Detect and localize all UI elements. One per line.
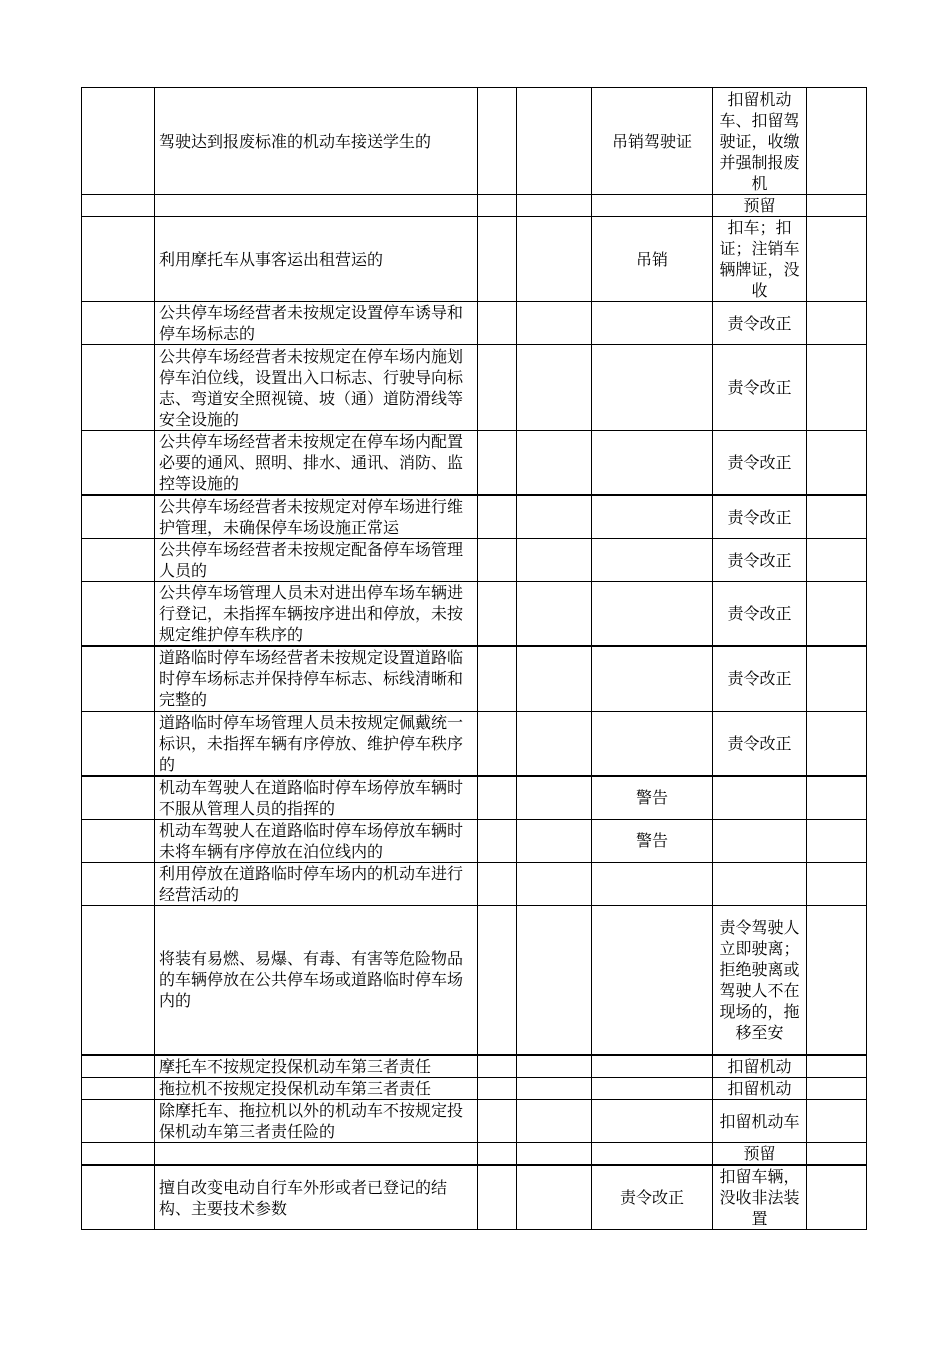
- measure-cell: 责令改正: [713, 431, 807, 496]
- penalty-cell: 警告: [592, 819, 713, 862]
- index-cell: [82, 905, 155, 1055]
- remark-cell: [807, 776, 867, 820]
- blank-cell: [517, 905, 592, 1055]
- table-row: [82, 905, 867, 1055]
- index-cell: [82, 1165, 155, 1230]
- remark-cell: [807, 1143, 867, 1166]
- violation-cell: 驾驶达到报废标准的机动车接送学生的: [155, 88, 478, 195]
- table-row: [82, 711, 867, 776]
- measure-cell: 预留: [713, 1143, 807, 1166]
- index-cell: [82, 1143, 155, 1166]
- blank-cell: [517, 495, 592, 539]
- penalty-cell: [592, 495, 713, 539]
- index-cell: [82, 217, 155, 302]
- measure-cell: 扣留机动车: [713, 1100, 807, 1143]
- index-cell: [82, 582, 155, 647]
- measure-cell: 责令改正: [713, 495, 807, 539]
- blank-cell: [478, 1055, 517, 1078]
- penalty-cell: [592, 862, 713, 905]
- table-row: [82, 1055, 867, 1078]
- violation-cell: 公共停车场经营者未按规定配备停车场管理人员的: [155, 539, 478, 582]
- table-row: [82, 582, 867, 647]
- index-cell: [82, 1078, 155, 1100]
- table-row: [82, 495, 867, 539]
- blank-cell: [478, 217, 517, 302]
- table-row: [82, 345, 867, 431]
- violation-cell: 拖拉机不按规定投保机动车第三者责任: [155, 1078, 478, 1100]
- table-row: [82, 539, 867, 582]
- measure-cell: 责令改正: [713, 345, 807, 431]
- blank-cell: [478, 905, 517, 1055]
- blank-cell: [517, 1165, 592, 1230]
- measure-cell: 责令改正: [713, 539, 807, 582]
- index-cell: [82, 431, 155, 496]
- remark-cell: [807, 862, 867, 905]
- blank-cell: [517, 582, 592, 647]
- penalty-cell: [592, 582, 713, 647]
- blank-cell: [478, 862, 517, 905]
- violation-cell: 道路临时停车场经营者未按规定设置道路临时停车场标志并保持停车标志、标线清晰和完整的: [155, 646, 478, 711]
- penalty-table: [81, 87, 867, 1230]
- penalty-cell: [592, 1143, 713, 1166]
- measure-cell: 扣留车辆，没收非法装置: [713, 1165, 807, 1230]
- penalty-cell: [592, 302, 713, 345]
- blank-cell: [517, 345, 592, 431]
- violation-cell: 公共停车场经营者未按规定在停车场内施划停车泊位线，设置出入口标志、行驶导向标志、弯道安全照视镜、坡（通）道防滑线等安全设施的: [155, 345, 478, 431]
- remark-cell: [807, 195, 867, 217]
- blank-cell: [478, 711, 517, 776]
- measure-cell: 预留: [713, 195, 807, 217]
- remark-cell: [807, 1055, 867, 1078]
- penalty-cell: [592, 711, 713, 776]
- table-row: [82, 862, 867, 905]
- blank-cell: [478, 195, 517, 217]
- blank-cell: [478, 495, 517, 539]
- violation-cell: 公共停车场管理人员未对进出停车场车辆进行登记，未指挥车辆按序进出和停放，未按规定维护停车秩序的: [155, 582, 478, 647]
- blank-cell: [517, 1100, 592, 1143]
- blank-cell: [478, 1100, 517, 1143]
- remark-cell: [807, 1078, 867, 1100]
- remark-cell: [807, 582, 867, 647]
- blank-cell: [517, 1078, 592, 1100]
- blank-cell: [517, 539, 592, 582]
- blank-cell: [478, 345, 517, 431]
- measure-cell: 责令改正: [713, 711, 807, 776]
- violation-cell: 摩托车不按规定投保机动车第三者责任: [155, 1055, 478, 1078]
- blank-cell: [517, 862, 592, 905]
- measure-cell: 责令改正: [713, 646, 807, 711]
- violation-cell: 擅自改变电动自行车外形或者已登记的结构、主要技术参数: [155, 1165, 478, 1230]
- remark-cell: [807, 495, 867, 539]
- remark-cell: [807, 646, 867, 711]
- penalty-cell: [592, 905, 713, 1055]
- violation-cell: 公共停车场经营者未按规定对停车场进行维护管理，未确保停车场设施正常运: [155, 495, 478, 539]
- blank-cell: [517, 711, 592, 776]
- table-row: [82, 217, 867, 302]
- measure-cell: 扣留机动车、扣留驾驶证，收缴并强制报废机: [713, 88, 807, 195]
- blank-cell: [517, 302, 592, 345]
- index-cell: [82, 1100, 155, 1143]
- blank-cell: [478, 88, 517, 195]
- remark-cell: [807, 1165, 867, 1230]
- penalty-cell: [592, 345, 713, 431]
- index-cell: [82, 776, 155, 820]
- penalty-cell: [592, 539, 713, 582]
- measure-cell: 责令驾驶人立即驶离；拒绝驶离或驾驶人不在现场的，拖移至安: [713, 905, 807, 1055]
- remark-cell: [807, 345, 867, 431]
- blank-cell: [478, 302, 517, 345]
- remark-cell: [807, 539, 867, 582]
- blank-cell: [478, 1078, 517, 1100]
- blank-cell: [478, 1165, 517, 1230]
- violation-cell: 利用停放在道路临时停车场内的机动车进行经营活动的: [155, 862, 478, 905]
- index-cell: [82, 495, 155, 539]
- blank-cell: [478, 582, 517, 647]
- remark-cell: [807, 905, 867, 1055]
- measure-cell: 责令改正: [713, 582, 807, 647]
- penalty-cell: [592, 431, 713, 496]
- violation-cell: 道路临时停车场管理人员未按规定佩戴统一标识，未指挥车辆有序停放、维护停车秩序的: [155, 711, 478, 776]
- index-cell: [82, 345, 155, 431]
- penalty-cell: [592, 195, 713, 217]
- remark-cell: [807, 217, 867, 302]
- blank-cell: [517, 646, 592, 711]
- violation-cell: 将装有易燃、易爆、有毒、有害等危险物品的车辆停放在公共停车场或道路临时停车场内的: [155, 905, 478, 1055]
- blank-cell: [517, 431, 592, 496]
- remark-cell: [807, 88, 867, 195]
- penalty-cell: 吊销: [592, 217, 713, 302]
- blank-cell: [517, 776, 592, 820]
- blank-cell: [517, 88, 592, 195]
- index-cell: [82, 711, 155, 776]
- table-row: [82, 776, 867, 820]
- remark-cell: [807, 431, 867, 496]
- table-row: [82, 1078, 867, 1100]
- index-cell: [82, 88, 155, 195]
- measure-cell: [713, 776, 807, 820]
- index-cell: [82, 819, 155, 862]
- measure-cell: [713, 862, 807, 905]
- blank-cell: [478, 539, 517, 582]
- measure-cell: 责令改正: [713, 302, 807, 345]
- penalty-cell: [592, 1055, 713, 1078]
- blank-cell: [517, 1143, 592, 1166]
- blank-cell: [517, 217, 592, 302]
- violation-cell: [155, 1143, 478, 1166]
- blank-cell: [478, 776, 517, 820]
- measure-cell: 扣车；扣证；注销车辆牌证，没收: [713, 217, 807, 302]
- penalty-cell: 责令改正: [592, 1165, 713, 1230]
- blank-cell: [478, 431, 517, 496]
- blank-cell: [478, 646, 517, 711]
- table-row: [82, 88, 867, 195]
- measure-cell: 扣留机动: [713, 1055, 807, 1078]
- table-row: [82, 1100, 867, 1143]
- violation-cell: 利用摩托车从事客运出租营运的: [155, 217, 478, 302]
- violation-cell: 机动车驾驶人在道路临时停车场停放车辆时不服从管理人员的指挥的: [155, 776, 478, 820]
- table-row: [82, 1143, 867, 1166]
- blank-cell: [517, 1055, 592, 1078]
- penalty-cell: [592, 646, 713, 711]
- index-cell: [82, 195, 155, 217]
- index-cell: [82, 646, 155, 711]
- index-cell: [82, 1055, 155, 1078]
- violation-cell: 机动车驾驶人在道路临时停车场停放车辆时未将车辆有序停放在泊位线内的: [155, 819, 478, 862]
- violation-cell: [155, 195, 478, 217]
- penalty-cell: 警告: [592, 776, 713, 820]
- remark-cell: [807, 711, 867, 776]
- index-cell: [82, 302, 155, 345]
- violation-cell: 公共停车场经营者未按规定在停车场内配置必要的通风、照明、排水、通讯、消防、监控等设施的: [155, 431, 478, 496]
- violation-cell: 除摩托车、拖拉机以外的机动车不按规定投保机动车第三者责任险的: [155, 1100, 478, 1143]
- violation-cell: 公共停车场经营者未按规定设置停车诱导和停车场标志的: [155, 302, 478, 345]
- table-row: [82, 819, 867, 862]
- index-cell: [82, 862, 155, 905]
- table-row: [82, 1165, 867, 1230]
- blank-cell: [517, 195, 592, 217]
- measure-cell: [713, 819, 807, 862]
- blank-cell: [478, 819, 517, 862]
- penalty-cell: [592, 1078, 713, 1100]
- table-row: [82, 195, 867, 217]
- remark-cell: [807, 302, 867, 345]
- measure-cell: 扣留机动: [713, 1078, 807, 1100]
- remark-cell: [807, 819, 867, 862]
- remark-cell: [807, 1100, 867, 1143]
- blank-cell: [517, 819, 592, 862]
- penalty-cell: 吊销驾驶证: [592, 88, 713, 195]
- table-row: [82, 646, 867, 711]
- blank-cell: [478, 1143, 517, 1166]
- table-row: [82, 431, 867, 496]
- index-cell: [82, 539, 155, 582]
- table-row: [82, 302, 867, 345]
- penalty-cell: [592, 1100, 713, 1143]
